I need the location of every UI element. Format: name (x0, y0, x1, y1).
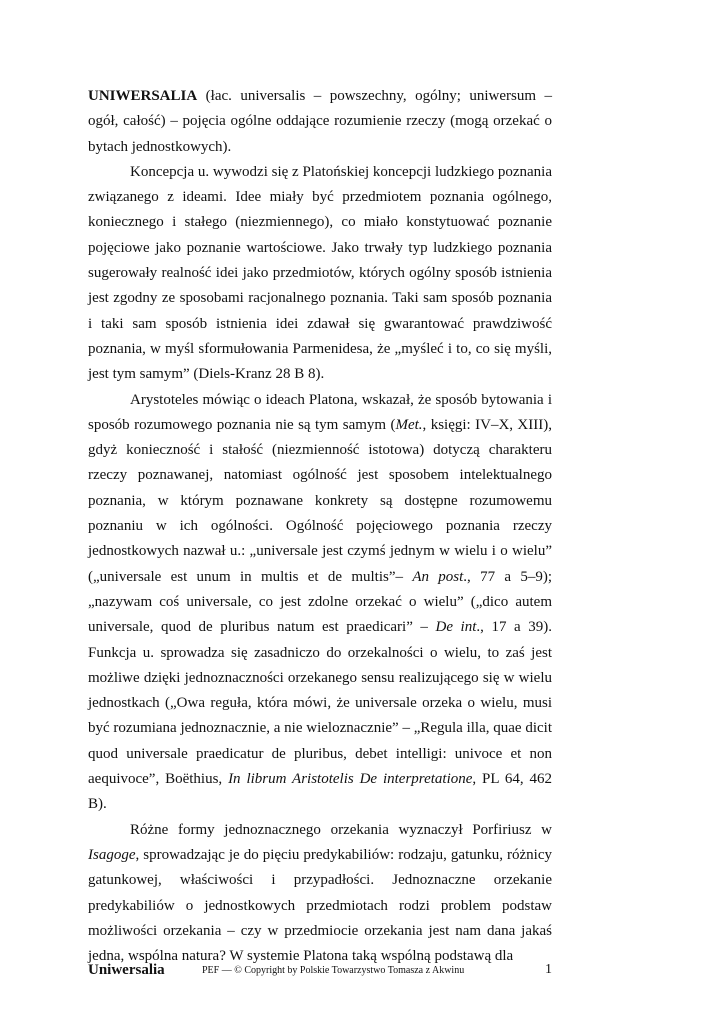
paragraph-plato: Koncepcja u. wywodzi się z Platońskiej koncepcji ludzkiego poznania związanego z ideami. Idee miały być przedmiotem poznania ogólnego, koniecznego i stałego (niezmiennego), co miało konstytuować poznanie pojęciowe jako poznanie wartościowe. Jako trwały typ ludzkiego poznania sugerowały realność idei jako przedmiotów, których ogólny sposób istnienia jest zgodny ze sposobami racjonalnego poznania. Taki sam sposób poznania i taki sam sposób istnienia idei zdawał się gwarantować prawdziwość poznania, w myśl sformułowania Parmenidesa, że „myśleć i to, co się myśli, jest tym samym” (Diels-Kranz 28 B 8). (88, 163, 552, 383)
citation-met: Met. (395, 416, 423, 433)
paragraph-porphyry: Różne formy jednoznacznego orzekania wyznaczył Porfiriusz w Isagoge, sprowadzając je do pięciu predykabiliów: rodzaju, gatunku, różnicy gatunkowej, właściwości i przypadłości. Jednoznaczne orzekanie predykabiliów o jednostkowych przedmiotach rodzi problem podstaw możliwości orzekania – czy w przedmiocie orzekania jest nam dana jakaś jedna, wspólna natura? W systemie Platona taką wspólną podstawą dla (88, 821, 552, 965)
page-number: 1 (545, 962, 552, 977)
footer-title: Uniwersalia (88, 962, 165, 978)
page-footer (88, 962, 552, 982)
citation-an-post: An post (412, 568, 464, 585)
citation-de-int: De int (435, 619, 477, 636)
entry-term: UNIWERSALIA (88, 88, 198, 104)
entry-body (88, 84, 552, 969)
paragraph-aristotle: Arystoteles mówiąc o ideach Platona, wskazał, że sposób bytowania i sposób rozumowego poznania nie są tym samym (Met., księgi: IV–X, XIII), gdyż konieczność i stałość (niezmienność istotowa) dotyczą charakteru rzeczy poznawanej, natomiast ogólność jest sposobem intelektualnego poznania, w którym poznawane konkrety są dostępne rozumowemu poznaniu w ich ogólności. Ogólność pojęciowego poznania rzeczy jednostkowych nazwał u.: „universale jest czymś jednym w wielu i o wielu” („universale est unum in multis et de multis”– An post., 77 a 5–9); „nazywam coś universale, co jest zdolne orzekać o wielu” („dico autem universale, quod de pluribus natum est praedicari” – De int., 17 a 39). Funkcja u. sprowadza się zasadniczo do orzekalności o wielu, to zaś jest możliwe dzięki jednoznaczności orzekanego sensu realizującego się w wielu jednostkach („Owa reguła, która mówi, że universale orzeka o wielu, musi być rozumiana jednoznacznie, a nie wieloznacznie” – „Regula illa, quae dicit quod universale praedicatur de pluribus, debet intelligi: univoce et non aequivoce”, Boëthius, In librum Aristotelis De interpretatione, PL 64, 462 B). (88, 391, 552, 813)
citation-isagoge: Isagoge (88, 846, 136, 863)
footer-copyright: PEF — © Copyright by Polskie Towarzystwo Tomasza z Akwinu (202, 965, 465, 976)
entry-definition-paragraph (88, 84, 552, 160)
entry-definition: (łac. universalis – powszechny, ogólny; uniwersum – ogół, całość) – pojęcia ogólne oddające rozumienie rzeczy (mogą orzekać o bytach jednostkowych). (88, 88, 552, 155)
citation-in-librum: In librum Aristotelis De interpretatione (228, 771, 473, 788)
